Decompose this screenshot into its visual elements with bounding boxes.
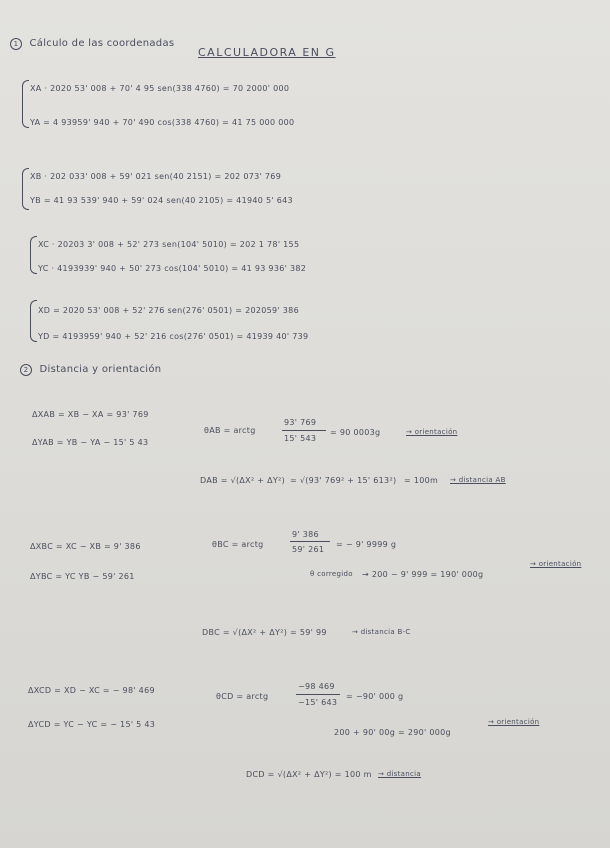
- xd-equation: XD = 2020 53' 008 + 52' 276 sen(276' 0501) = 202059' 386: [38, 306, 299, 315]
- brace-a: [22, 80, 29, 128]
- dx-cd: ΔXCD = XD − XC = − 98' 469: [28, 686, 155, 695]
- theta-cd-lhs: θCD = arctg: [216, 692, 269, 701]
- brace-c: [30, 236, 37, 274]
- theta-ab-den: 15' 543: [284, 434, 317, 443]
- theta-cd-corr: 200 + 90' 00g = 290' 000g: [334, 728, 451, 737]
- section2-number: 2: [20, 364, 32, 376]
- dcd-equation: DCD = √(ΔX² + ΔY²) = 100 m: [246, 770, 372, 779]
- theta-ab-lhs: θAB = arctg: [204, 426, 256, 435]
- section1-number: 1: [10, 38, 22, 50]
- theta-bc-den: 59' 261: [292, 545, 325, 554]
- yd-equation: YD = 4193959' 940 + 52' 216 cos(276' 0501) = 41939 40' 739: [38, 332, 309, 341]
- section1-heading: [10, 38, 174, 50]
- theta-ab-num: 93' 769: [284, 418, 317, 427]
- dab-note: → distancia AB: [450, 476, 506, 484]
- theta-cd-fraction-bar: [296, 694, 340, 695]
- brace-b: [22, 168, 29, 210]
- theta-bc-rhs: = − 9' 9999 g: [336, 540, 397, 549]
- dbc-equation: DBC = √(ΔX² + ΔY²) = 59' 99: [202, 628, 327, 637]
- theta-ab-fraction-bar: [282, 430, 326, 431]
- theta-bc-lhs: θBC = arctg: [212, 540, 264, 549]
- section1-heading-text: Cálculo de las coordenadas: [29, 38, 175, 49]
- dab-rhs: = 100m: [404, 476, 439, 485]
- dy-bc: ΔYBC = YC YB − 59' 261: [30, 572, 135, 581]
- theta-cd-num: −98 469: [298, 682, 335, 691]
- theta-ab-note: → orientación: [406, 428, 458, 436]
- theta-bc-note: → orientación: [530, 560, 582, 568]
- yc-equation: YC · 4193939' 940 + 50' 273 cos(104' 5010) = 41 93 936' 382: [38, 264, 307, 273]
- dy-ab: ΔYAB = YB − YA − 15' 5 43: [32, 438, 149, 447]
- section1-title: CALCULADORA EN G: [198, 46, 336, 59]
- dcd-note: → distancia: [378, 770, 421, 778]
- theta-bc-corr-rhs: → 200 − 9' 999 = 190' 000g: [362, 570, 484, 579]
- theta-bc-corr-lhs: θ corregido: [310, 570, 353, 578]
- dx-ab: ΔXAB = XB − XA = 93' 769: [32, 410, 149, 419]
- theta-cd-note: → orientación: [488, 718, 540, 726]
- theta-cd-rhs: = −90' 000 g: [346, 692, 404, 701]
- theta-cd-den: −15' 643: [298, 698, 338, 707]
- brace-d: [30, 300, 37, 342]
- dbc-note: → distancia B-C: [352, 628, 411, 636]
- section2-heading: [20, 364, 161, 376]
- ya-equation: YA = 4 93959' 940 + 70' 490 cos(338 4760) = 41 75 000 000: [30, 118, 295, 127]
- xa-equation: XA · 2020 53' 008 + 70' 4 95 sen(338 4760) = 70 2000' 000: [30, 84, 290, 93]
- theta-ab-rhs: = 90 0003g: [330, 428, 381, 437]
- yb-equation: YB = 41 93 539' 940 + 59' 024 sen(40 2105) = 41940 5' 643: [30, 196, 293, 205]
- xc-equation: XC · 20203 3' 008 + 52' 273 sen(104' 5010) = 202 1 78' 155: [38, 240, 300, 249]
- dab-lhs: DAB = √(ΔX² + ΔY²): [200, 476, 286, 485]
- dy-cd: ΔYCD = YC − YC = − 15' 5 43: [28, 720, 156, 729]
- theta-bc-fraction-bar: [290, 541, 330, 542]
- theta-bc-num: 9' 386: [292, 530, 319, 539]
- section2-heading-text: Distancia y orientación: [39, 364, 162, 375]
- dab-mid: = √(93' 769² + 15' 613²): [290, 476, 397, 485]
- dx-bc: ΔXBC = XC − XB = 9' 386: [30, 542, 141, 551]
- xb-equation: XB · 202 033' 008 + 59' 021 sen(40 2151) = 202 073' 769: [30, 172, 282, 181]
